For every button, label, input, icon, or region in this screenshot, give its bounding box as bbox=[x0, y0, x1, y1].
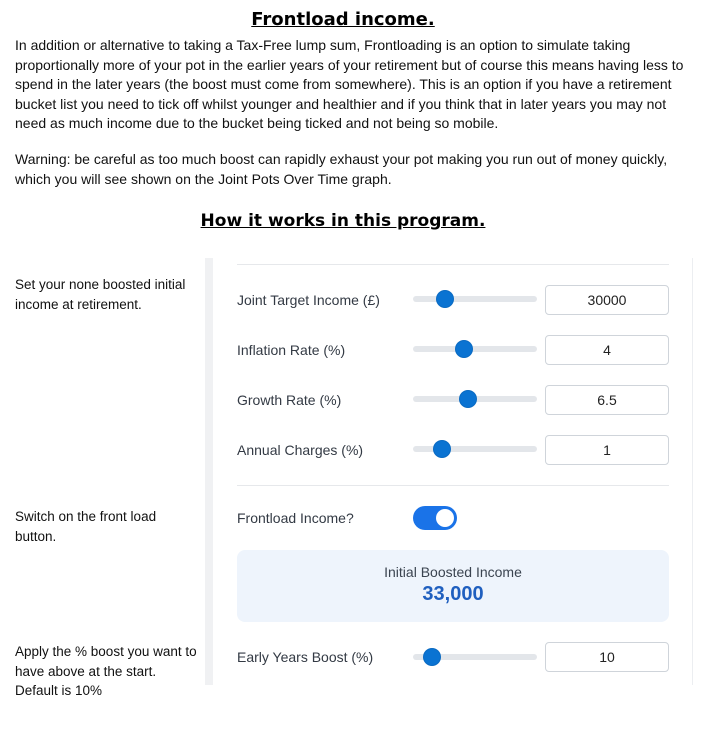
boosted-income-label: Initial Boosted Income bbox=[384, 564, 522, 580]
early-boost-slider-thumb[interactable] bbox=[424, 649, 440, 665]
growth-input[interactable]: 6.5 bbox=[545, 385, 669, 415]
boosted-income-value: 33,000 bbox=[422, 583, 484, 605]
early-boost-slider[interactable] bbox=[413, 654, 537, 660]
growth-slider-thumb[interactable] bbox=[460, 391, 476, 407]
joint-income-slider-thumb[interactable] bbox=[437, 291, 453, 307]
note-boost: Apply the % boost you want to have above at the start. Default is 10% bbox=[15, 644, 197, 698]
growth-slider[interactable] bbox=[413, 396, 537, 402]
frontload-toggle[interactable] bbox=[413, 506, 457, 530]
panel-left-rail bbox=[205, 258, 213, 685]
frontload-label: Frontload Income? bbox=[237, 510, 354, 526]
middle-divider bbox=[237, 485, 669, 486]
charges-label: Annual Charges (%) bbox=[237, 442, 364, 458]
note-frontload-switch: Switch on the front load button. bbox=[15, 509, 157, 544]
inflation-slider-thumb[interactable] bbox=[456, 341, 472, 357]
top-divider bbox=[237, 264, 669, 265]
intro-paragraph: In addition or alternative to taking a Tax-Free lump sum, Frontloading is an option to simulate taking proportionally more of your pot in the earlier years of your retirement but of course this means having less to spend in the later years (the boost must come from somewhere). This is an option if you have a retirement bucket list you need to tick off whilst younger and healthier and if you think that in later years you may not need as much income due to the bucket being ticked and not being so mobile. bbox=[15, 37, 684, 131]
inflation-slider[interactable] bbox=[413, 346, 537, 352]
note-initial-income: Set your none boosted initial income at retirement. bbox=[15, 277, 186, 312]
charges-slider-thumb[interactable] bbox=[434, 441, 450, 457]
early-boost-input[interactable]: 10 bbox=[545, 642, 669, 672]
early-boost-label: Early Years Boost (%) bbox=[237, 649, 374, 665]
joint-income-slider[interactable] bbox=[413, 296, 537, 302]
charges-slider[interactable] bbox=[413, 446, 537, 452]
warning-paragraph: Warning: be careful as too much boost can rapidly exhaust your pot making you run out of money quickly, which you will see shown on the Joint Pots Over Time graph. bbox=[15, 151, 668, 187]
panel-right-border bbox=[692, 258, 693, 685]
joint-income-input[interactable]: 30000 bbox=[545, 285, 669, 315]
page-title: Frontload income. bbox=[251, 9, 435, 30]
growth-label: Growth Rate (%) bbox=[237, 392, 342, 408]
charges-input[interactable]: 1 bbox=[545, 435, 669, 465]
section-title: How it works in this program. bbox=[200, 211, 486, 231]
frontload-toggle-knob bbox=[436, 509, 454, 527]
joint-income-label: Joint Target Income (£) bbox=[237, 292, 380, 308]
inflation-input[interactable]: 4 bbox=[545, 335, 669, 365]
inflation-label: Inflation Rate (%) bbox=[237, 342, 346, 358]
boosted-income-card bbox=[237, 550, 669, 622]
